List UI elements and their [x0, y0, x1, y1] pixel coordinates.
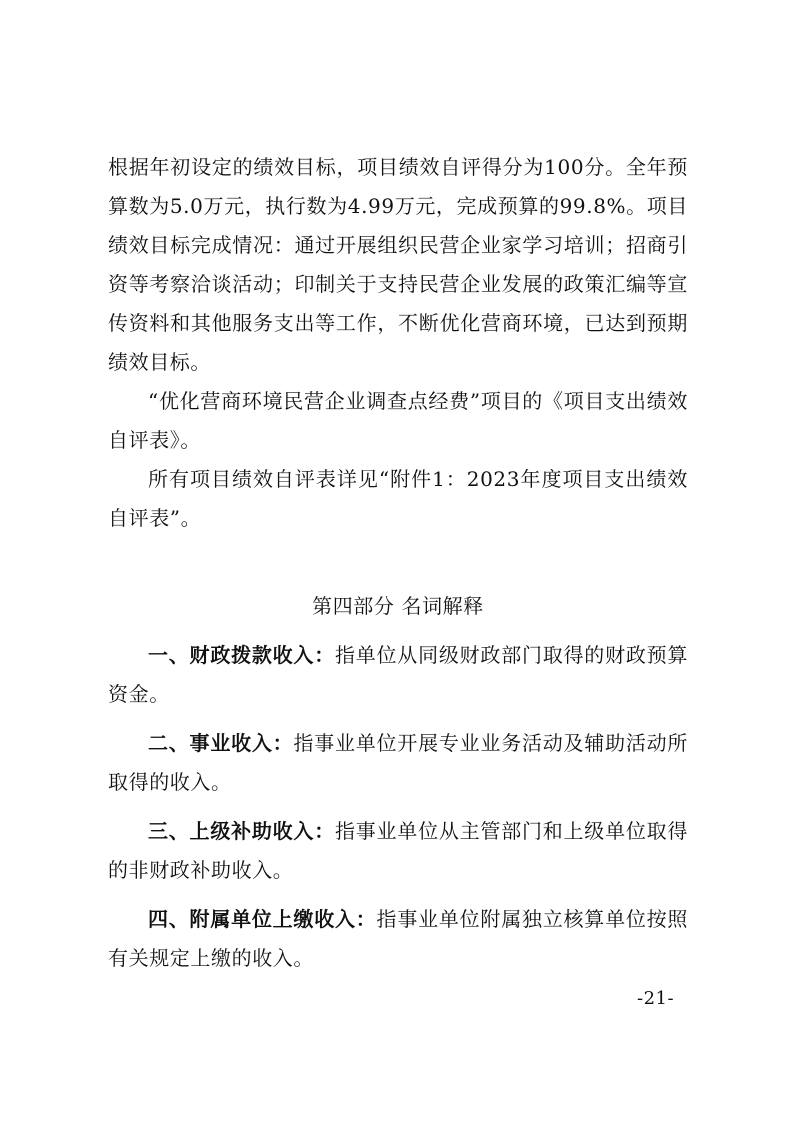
definition-text: 指单位从同级财政部门取得的财政预算资金。: [108, 643, 688, 706]
definition-term: 一、财政拨款收入：: [148, 643, 335, 667]
definition-higher-level-subsidy-income: [108, 812, 688, 890]
definition-business-income: [108, 724, 688, 802]
definition-term: 三、上级补助收入：: [148, 819, 335, 843]
intro-paragraph-evaluation-table: “优化营商环境民营企业调查点经费”项目的《项目支出绩效自评表》。: [108, 389, 688, 452]
intro-paragraph-attachment-reference: 所有项目绩效自评表详见“附件1：2023年度项目支出绩效自评表”。: [108, 467, 688, 530]
definition-text: 指事业单位开展专业业务活动及辅助活动所取得的收入。: [108, 731, 688, 794]
definition-term: 二、事业收入：: [148, 731, 294, 755]
definition-fiscal-appropriation-income: [108, 636, 688, 714]
section-title: 第四部分 名词解释: [312, 594, 484, 618]
definition-affiliated-unit-remittance-income: [108, 900, 688, 978]
definition-text: 指事业单位从主管部门和上级单位取得的非财政补助收入。: [108, 819, 688, 882]
page-content: [108, 148, 688, 978]
intro-paragraph-evaluation-result: 根据年初设定的绩效目标，项目绩效自评得分为100分。全年预算数为5.0万元，执行数为4.99万元，完成预算的99.8%。项目绩效目标完成情况：通过开展组织民营企业家学习培训；招商引资等考察洽谈活动；印制关于支持民营企业发展的政策汇编等宣传资料和其他服务支出等工作，不断优化营商环境，已达到预期绩效目标。: [108, 155, 688, 374]
definition-text: 指事业单位附属独立核算单位按照有关规定上缴的收入。: [108, 907, 689, 970]
definition-term: 四、附属单位上缴收入：: [148, 907, 377, 931]
page-number: -21-: [637, 988, 675, 1009]
